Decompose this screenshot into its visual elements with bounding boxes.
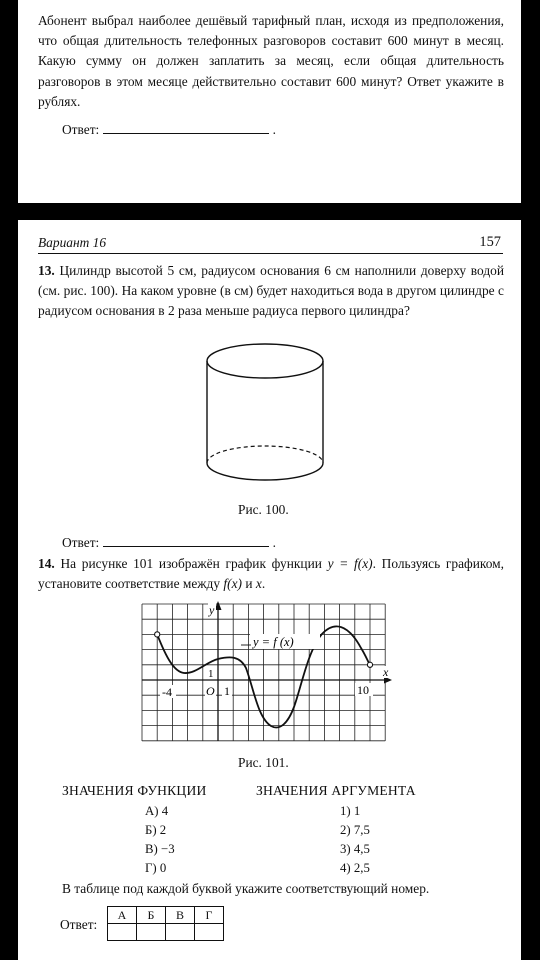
q14-answer-label: Ответ: [60,917,98,932]
tick-label-x10: 10 [357,683,369,697]
answer-table-header-row [108,907,224,924]
y-axis-label: y [209,603,215,617]
tick-label-y1: 1 [208,668,214,680]
tick-label-x1: 1 [224,684,230,698]
origin-label: O [206,684,215,698]
curve-end-point [367,662,372,667]
answer-table-header-g: Г [195,907,224,924]
page-number: 157 [479,234,501,250]
argument-option-1: 1) 1 [340,804,361,818]
question-14-text: и [242,576,256,592]
question-13-text: Цилиндр высотой 5 см, радиусом основания 6 см наполнили доверху водой (см. рис. 100). На каком уровне (в см) будет находиться вода в другом цилиндре с радиусом основания в 2 раза меньше радиуса первого цилиндра? [38,263,504,319]
formula-y-f-x: y = f(x) [327,556,373,571]
question-14-text: . [261,576,266,592]
function-values-heading: ЗНАЧЕНИЯ ФУНКЦИИ [62,783,207,798]
function-option-g: Г) 0 [145,861,167,875]
formula-f-x: f(x) [223,576,242,592]
answer-label: Ответ: [62,122,100,137]
answer-cell-b[interactable] [137,924,166,941]
function-option-a: А) 4 [145,804,169,818]
tariff-problem-text: Абонент выбрал наиболее дешёвый тарифный план, исходя из предположения, что общая длительность телефонных разговоров составит 600 минут в месяц. Какую сумму он должен заплатить за месяц, если общая длительность разговоров в этом месяце действительно составит 600 минут? Ответ укажите в рублях. [38,13,504,109]
formula-x: x [255,576,262,592]
argument-option-4: 4) 2,5 [340,861,370,875]
answer-label: Ответ: [62,535,100,550]
function-option-v: В) −3 [145,842,175,856]
argument-values-heading: ЗНАЧЕНИЯ АРГУМЕНТА [256,783,416,798]
answer-cell-g[interactable] [195,924,224,941]
answer-blank [103,120,269,134]
function-label: y = f (x) [253,635,294,649]
question-14-text: На рисунке 101 изображён график функции [60,556,328,571]
figure-100-caption: Рис. 100. [238,502,289,517]
x-axis-label: x [383,665,389,679]
answer-cell-a[interactable] [108,924,137,941]
previous-page [18,0,521,203]
answer-cell-v[interactable] [166,924,195,941]
answer-table-header-a: А [108,907,137,924]
question-13-number: 13. [38,263,55,278]
table-instruction: В таблице под каждой буквой укажите соответствующий номер. [62,881,430,896]
variant-label: Вариант 16 [38,235,107,250]
question-14-number: 14. [38,556,55,571]
argument-option-2: 2) 7,5 [340,823,370,837]
curve-start-point [155,632,160,637]
q13-answer-line: Ответ: . [62,535,276,550]
tariff-answer-line: Ответ: . [62,122,276,137]
answer-table-header-b: Б [137,907,166,924]
function-graph [18,220,521,960]
tick-label-neg4: -4 [162,685,172,699]
figure-101-caption: Рис. 101. [238,755,289,770]
argument-option-3: 3) 4,5 [340,842,370,856]
answer-table [107,906,224,941]
function-option-b: Б) 2 [145,823,167,837]
page-157 [18,220,521,960]
answer-table-input-row [108,924,224,941]
graph-grid [142,604,385,741]
answer-table-header-v: В [166,907,195,924]
question-14-text: . Пользуясь графиком, установите соответствие между [38,556,504,592]
